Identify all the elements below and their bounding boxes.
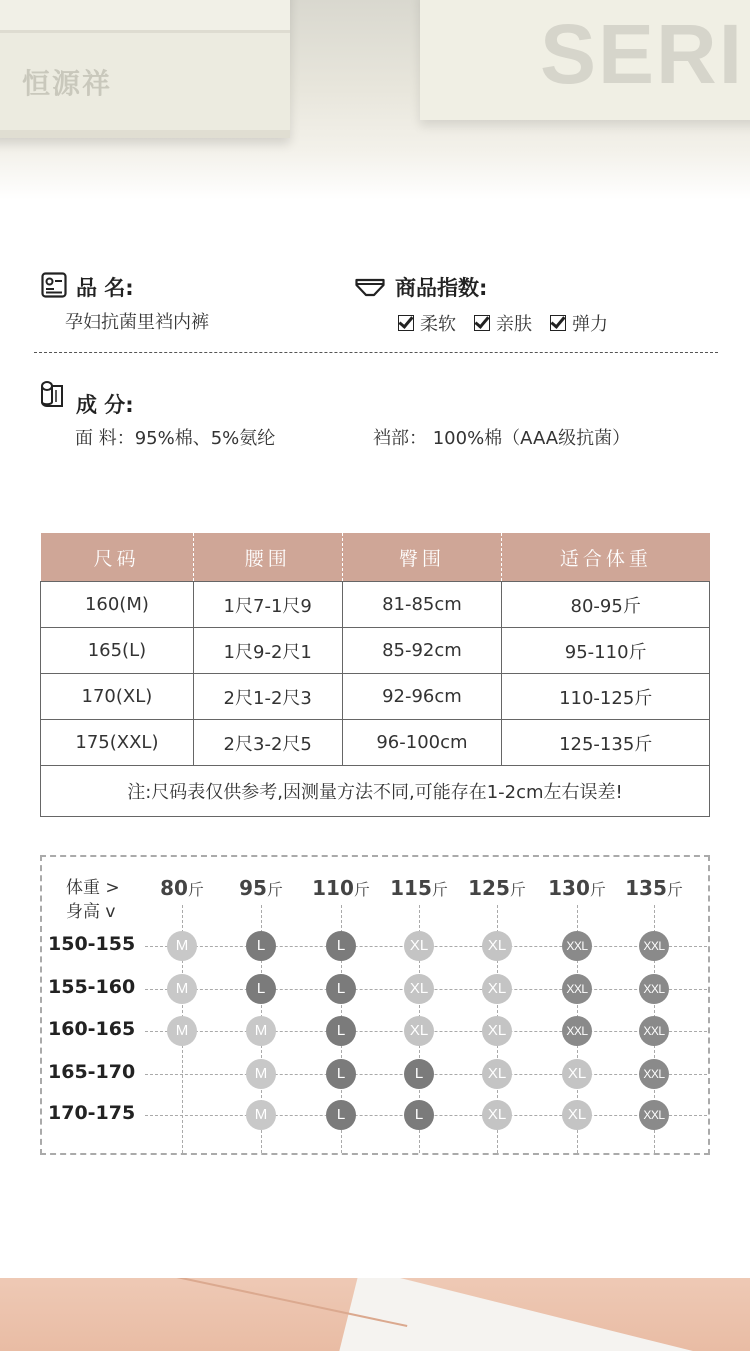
product-index-label: 商品指数: — [395, 276, 488, 300]
weight-cell: 125-135斤 — [502, 720, 710, 766]
table-row — [41, 674, 710, 720]
size-badge-xl: XL — [482, 1016, 512, 1046]
height-label: 165-170 — [48, 1061, 136, 1083]
product-name-value: 孕妇抗菌里裆内裤 — [65, 312, 209, 333]
size-badge-l: L — [326, 1059, 356, 1089]
fabric-value: 面 料：95%棉、5%氨纶 — [75, 428, 276, 449]
size-badge-m: M — [167, 931, 197, 961]
height-label: 155-160 — [48, 976, 136, 998]
size-badge-m: M — [167, 1016, 197, 1046]
height-label: 160-165 — [48, 1018, 136, 1040]
fabric-roll-icon — [40, 380, 66, 408]
hip-cell: 85-92cm — [342, 628, 502, 674]
waist-cell: 2尺3-2尺5 — [193, 720, 342, 766]
brand-text: SERI — [540, 7, 745, 101]
weight-cell: 80-95斤 — [502, 582, 710, 628]
checkbox-icon — [550, 315, 566, 331]
size-badge-xxl: XXL — [639, 931, 669, 961]
hip-cell: 92-96cm — [342, 674, 502, 720]
crotch-value: 裆部： 100%棉（AAA级抗菌） — [373, 428, 631, 449]
weight-axis-header: 体重 > — [66, 878, 120, 898]
size-badge-xl: XL — [482, 931, 512, 961]
table-row — [41, 720, 710, 766]
header-hip: 臀围 — [342, 533, 502, 582]
table-note-row — [41, 766, 710, 817]
product-index-list — [398, 310, 626, 336]
weight-label: 110斤 — [312, 876, 370, 900]
header-waist: 腰围 — [193, 533, 342, 582]
product-box-left-lid — [0, 0, 290, 33]
size-note: 注:尺码表仅供参考,因测量方法不同,可能存在1-2cm左右误差! — [41, 766, 710, 817]
size-badge-l: L — [404, 1059, 434, 1089]
checkbox-icon — [474, 315, 490, 331]
size-cell: 170(XL) — [41, 674, 194, 720]
size-badge-l: L — [326, 974, 356, 1004]
weight-cell: 95-110斤 — [502, 628, 710, 674]
size-badge-m: M — [246, 1100, 276, 1130]
table-row — [41, 628, 710, 674]
size-cell: 165(L) — [41, 628, 194, 674]
size-badge-xl: XL — [562, 1059, 592, 1089]
header-size: 尺码 — [41, 533, 194, 582]
size-table — [40, 533, 710, 817]
size-badge-xxl: XXL — [639, 1100, 669, 1130]
height-axis-header: 身高 v — [66, 902, 116, 922]
weight-label: 80斤 — [160, 876, 204, 900]
table-row — [41, 582, 710, 628]
size-cell: 160(M) — [41, 582, 194, 628]
size-badge-xl: XL — [404, 974, 434, 1004]
weight-label: 95斤 — [239, 876, 283, 900]
id-card-icon — [41, 272, 67, 298]
weight-label: 135斤 — [625, 876, 683, 900]
section-divider — [34, 352, 718, 353]
size-badge-xl: XL — [404, 1016, 434, 1046]
weight-label: 125斤 — [468, 876, 526, 900]
size-badge-l: L — [326, 1016, 356, 1046]
checkbox-icon — [398, 315, 414, 331]
hip-cell: 81-85cm — [342, 582, 502, 628]
index-item: 亲肤 — [474, 310, 532, 336]
product-photo-top — [0, 0, 750, 200]
size-badge-l: L — [404, 1100, 434, 1130]
size-badge-xl: XL — [482, 1059, 512, 1089]
size-badge-l: L — [326, 1100, 356, 1130]
height-label: 150-155 — [48, 933, 136, 955]
size-badge-l: L — [326, 931, 356, 961]
index-item: 弹力 — [550, 310, 608, 336]
weight-label: 115斤 — [390, 876, 448, 900]
hip-cell: 96-100cm — [342, 720, 502, 766]
index-item: 柔软 — [398, 310, 456, 336]
size-badge-xxl: XXL — [639, 974, 669, 1004]
waist-cell: 2尺1-2尺3 — [193, 674, 342, 720]
size-badge-xxl: XXL — [562, 1016, 592, 1046]
size-chart — [40, 855, 710, 1155]
product-photo-bottom — [0, 1278, 750, 1351]
composition-label: 成 分: — [76, 393, 134, 417]
size-badge-xxl: XXL — [639, 1016, 669, 1046]
size-badge-xxl: XXL — [562, 931, 592, 961]
size-table-header — [41, 533, 710, 582]
header-weight: 适合体重 — [502, 533, 710, 582]
size-badge-l: L — [246, 931, 276, 961]
size-badge-xxl: XXL — [562, 974, 592, 1004]
size-badge-m: M — [246, 1059, 276, 1089]
size-badge-xl: XL — [562, 1100, 592, 1130]
brand-logo: 恒源祥 — [22, 67, 113, 100]
waist-cell: 1尺9-2尺1 — [193, 628, 342, 674]
weight-cell: 110-125斤 — [502, 674, 710, 720]
size-badge-m: M — [167, 974, 197, 1004]
fabric-white-panel — [336, 1278, 750, 1351]
product-name-label: 品 名: — [76, 276, 134, 300]
size-badge-l: L — [246, 974, 276, 1004]
underwear-icon — [355, 278, 385, 298]
size-badge-xxl: XXL — [639, 1059, 669, 1089]
size-badge-xl: XL — [482, 1100, 512, 1130]
height-label: 170-175 — [48, 1102, 136, 1124]
waist-cell: 1尺7-1尺9 — [193, 582, 342, 628]
weight-label: 130斤 — [548, 876, 606, 900]
size-badge-xl: XL — [482, 974, 512, 1004]
size-badge-xl: XL — [404, 931, 434, 961]
size-badge-m: M — [246, 1016, 276, 1046]
size-cell: 175(XXL) — [41, 720, 194, 766]
